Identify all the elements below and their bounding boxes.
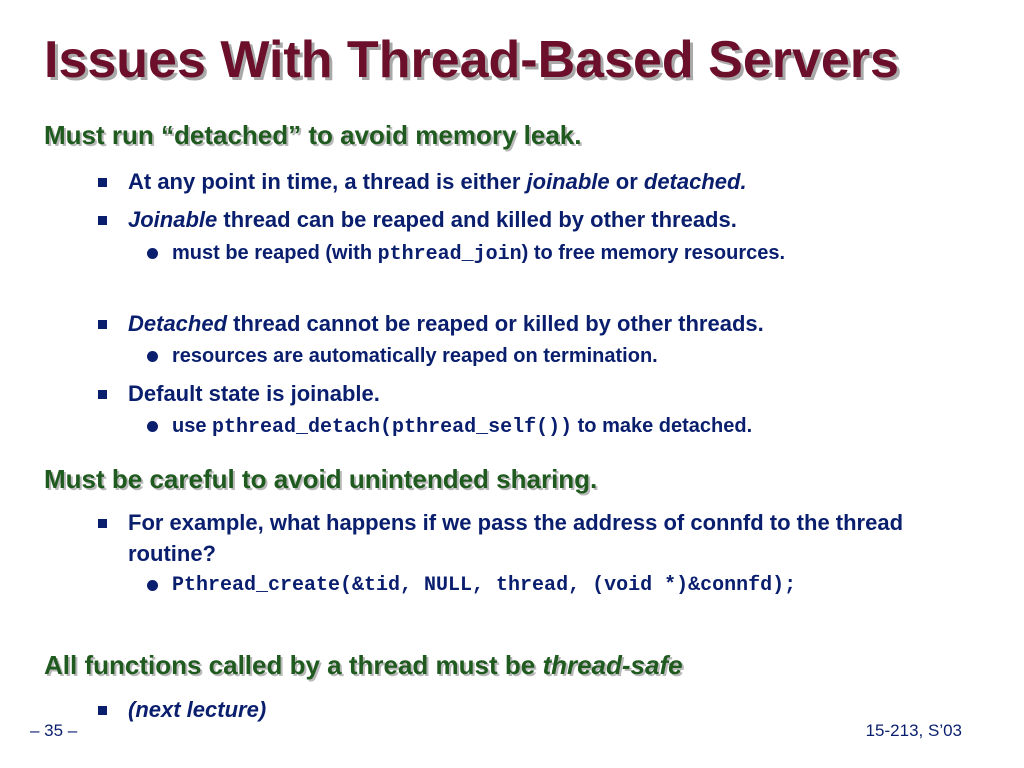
square-bullet-icon — [98, 519, 107, 528]
course-label: 15-213, S’03 — [865, 721, 962, 740]
round-bullet-icon — [147, 248, 158, 259]
code-pthread-create: Pthread_create(&tid, NULL, thread, (void *)&connfd); — [172, 574, 797, 597]
code-pthread-join: pthread_join — [377, 243, 522, 266]
round-bullet-icon — [147, 351, 158, 362]
square-bullet-icon — [98, 216, 107, 225]
subbullet-resources-reaped: resources are automatically reaped on termination. — [146, 341, 966, 372]
section-heading-detached: Must run “detached” to avoid memory leak. — [44, 120, 582, 150]
section-heading-sharing: Must be careful to avoid unintended sharing. — [44, 464, 598, 494]
bullet-detached-thread: Detached thread cannot be reaped or killed by other threads. — [98, 308, 978, 339]
page-number: – 35 – — [30, 721, 78, 740]
square-bullet-icon — [98, 390, 107, 399]
bullet-default-state: Default state is joinable. — [98, 378, 978, 409]
subbullet-pthread-detach: use pthread_detach(pthread_self()) to make detached. — [146, 411, 966, 443]
bullet-joinable-thread: Joinable thread can be reaped and killed by other threads. — [98, 204, 978, 235]
subbullet-pthread-create — [146, 570, 806, 601]
code-pthread-detach: pthread_detach(pthread_self()) — [212, 416, 573, 439]
section-heading-thread-safe: All functions called by a thread must be thread-safe — [44, 650, 683, 680]
bullet-joinable-or-detached: At any point in time, a thread is either joinable or detached. — [98, 166, 978, 197]
subbullet-must-be-reaped: must be reaped (with pthread_join) to free memory resources. — [146, 238, 846, 270]
square-bullet-icon — [98, 178, 107, 187]
slide-title: Issues With Thread-Based Servers — [44, 31, 899, 89]
bullet-connfd-example: For example, what happens if we pass the address of connfd to the thread routine? — [98, 507, 958, 569]
square-bullet-icon — [98, 706, 107, 715]
bullet-next-lecture: (next lecture) — [98, 694, 978, 725]
round-bullet-icon — [147, 580, 158, 591]
round-bullet-icon — [147, 421, 158, 432]
square-bullet-icon — [98, 320, 107, 329]
